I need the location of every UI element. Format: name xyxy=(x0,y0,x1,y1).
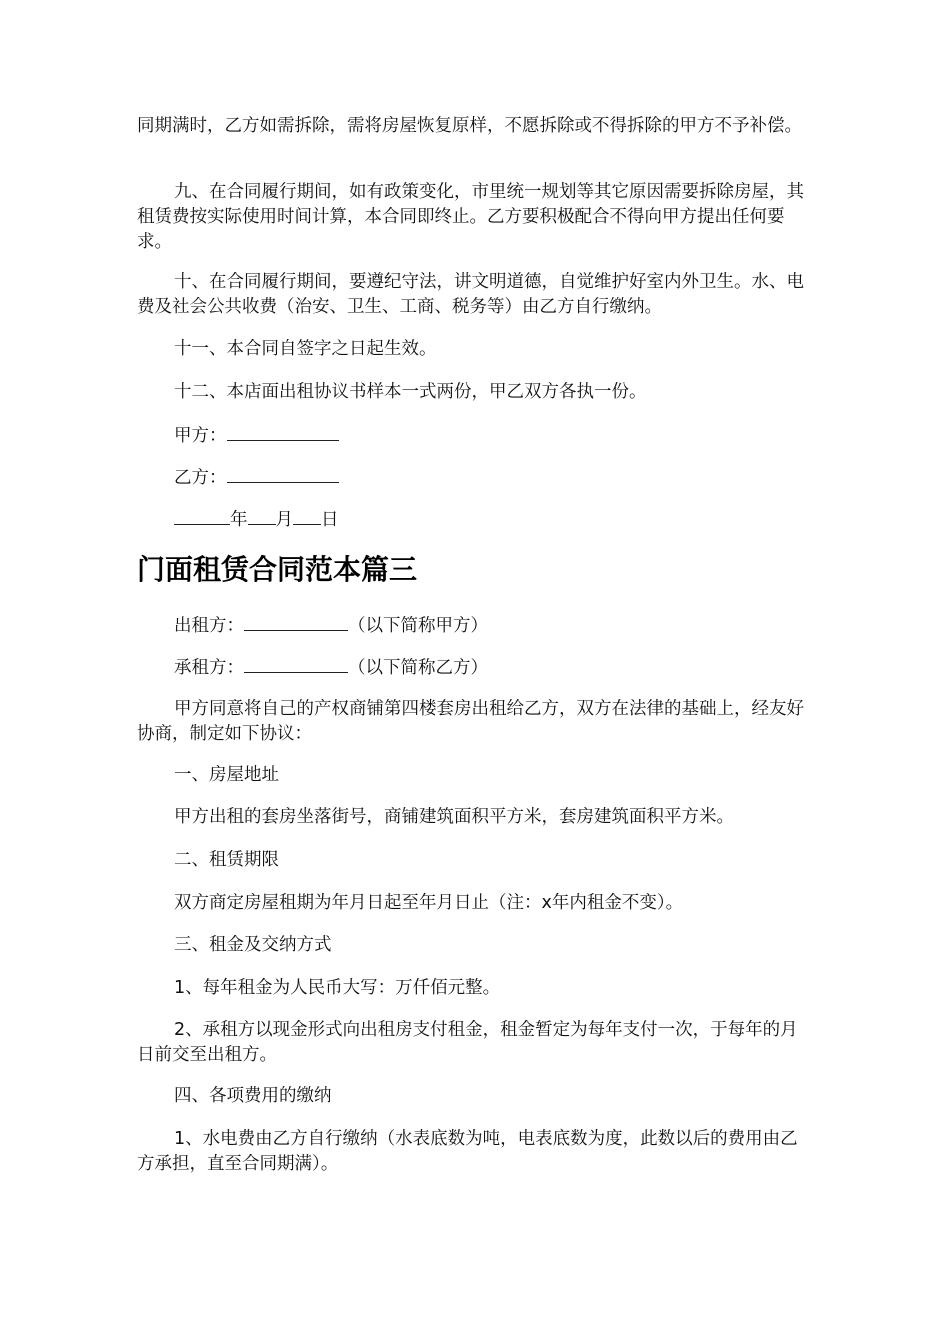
lessor-line xyxy=(174,612,488,639)
lessor-suffix: （以下简称甲方） xyxy=(348,616,488,636)
date-day-label: 日 xyxy=(321,510,339,530)
lessor-blank xyxy=(244,612,348,631)
paragraph-continuation: 同期满时，乙方如需拆除，需将房屋恢复原样，不愿拆除或不得拆除的甲方不予补偿。 xyxy=(137,116,802,136)
date-day-blank xyxy=(293,506,321,525)
date-year-label: 年 xyxy=(230,510,248,530)
paragraph-intro: 甲方同意将自己的产权商铺第四楼套房出租给乙方，双方在法律的基础上，经友好协商，制定如下协议： xyxy=(137,699,804,744)
paragraph-clause-eleven: 十一、本合同自签字之日起生效。 xyxy=(174,339,437,359)
paragraph-utilities: 1、水电费由乙方自行缴纳（水表底数为吨，电表底数为度，此数以后的费用由乙方承担，直至合同期满）。 xyxy=(137,1129,798,1174)
paragraph-address: 甲方出租的套房坐落街号，商铺建筑面积平方米，套房建筑面积平方米。 xyxy=(174,807,734,827)
heading-fees: 四、各项费用的缴纳 xyxy=(174,1086,332,1106)
signature-party-a xyxy=(174,422,339,449)
lessor-label: 出租方： xyxy=(174,616,244,636)
paragraph-clause-ten: 十、在合同履行期间，要遵纪守法，讲文明道德，自觉维护好室内外卫生。水、电费及社会公共收费（治安、卫生、工商、税务等）由乙方自行缴纳。 xyxy=(137,272,804,317)
heading-address: 一、房屋地址 xyxy=(174,765,279,785)
signature-party-b-label: 乙方： xyxy=(174,468,227,488)
section-title: 门面租赁合同范本篇三 xyxy=(137,553,418,586)
signature-party-a-blank xyxy=(227,422,339,441)
signature-party-b-blank xyxy=(227,464,339,483)
date-year-blank xyxy=(174,506,230,525)
heading-rent-payment: 三、租金及交纳方式 xyxy=(174,935,332,955)
paragraph-lease-term: 双方商定房屋租期为年月日起至年月日止（注：x年内租金不变）。 xyxy=(174,893,684,913)
paragraph-clause-twelve: 十二、本店面出租协议书样本一式两份，甲乙双方各执一份。 xyxy=(174,382,647,402)
signature-party-b xyxy=(174,464,339,491)
date-month-blank xyxy=(248,506,276,525)
paragraph-rent-amount: 1、每年租金为人民币大写：万仟佰元整。 xyxy=(174,978,501,998)
lessee-blank xyxy=(244,654,348,673)
signature-date xyxy=(174,506,339,533)
lessee-suffix: （以下简称乙方） xyxy=(348,658,488,678)
date-month-label: 月 xyxy=(275,510,293,530)
lessee-line xyxy=(174,654,488,681)
signature-party-a-label: 甲方： xyxy=(174,426,227,446)
lessee-label: 承租方： xyxy=(174,658,244,678)
paragraph-clause-nine: 九、在合同履行期间，如有政策变化，市里统一规划等其它原因需要拆除房屋，其租赁费按实际使用时间计算，本合同即终止。乙方要积极配合不得向甲方提出任何要求。 xyxy=(137,182,804,252)
heading-lease-term: 二、租赁期限 xyxy=(174,850,279,870)
paragraph-rent-method: 2、承租方以现金形式向出租房支付租金，租金暂定为每年支付一次，于每年的月日前交至出租方。 xyxy=(137,1020,798,1065)
